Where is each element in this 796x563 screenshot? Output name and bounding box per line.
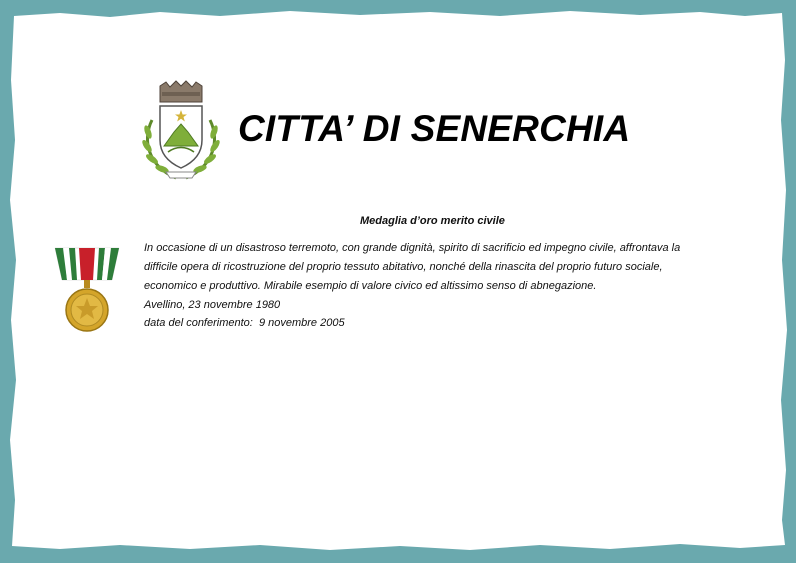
award-heading: Medaglia d’oro merito civile [360, 215, 505, 227]
motivation-line: difficile opera di ricostruzione del proprio tessuto abitativo, nonché della rinascita del proprio futuro sociale, [144, 261, 663, 273]
place-date: Avellino, 23 novembre 1980 [144, 299, 281, 311]
award-details [144, 296, 345, 332]
conferment-date: data del conferimento: 9 novembre 2005 [144, 317, 345, 329]
motivation-line: In occasione di un disastroso terremoto, con grande dignità, spirito di sacrificio ed impegno civile, affrontava la [144, 242, 681, 254]
page-title: CITTA’ DI SENERCHIA [238, 108, 631, 149]
gold-medal-icon [54, 246, 120, 334]
motivation-text [144, 239, 744, 296]
motivation-line: economico e produttivo. Mirabile esempio di valore civico ed altissimo senso di abnegazione. [144, 280, 597, 292]
coat-of-arms-icon [138, 80, 224, 182]
